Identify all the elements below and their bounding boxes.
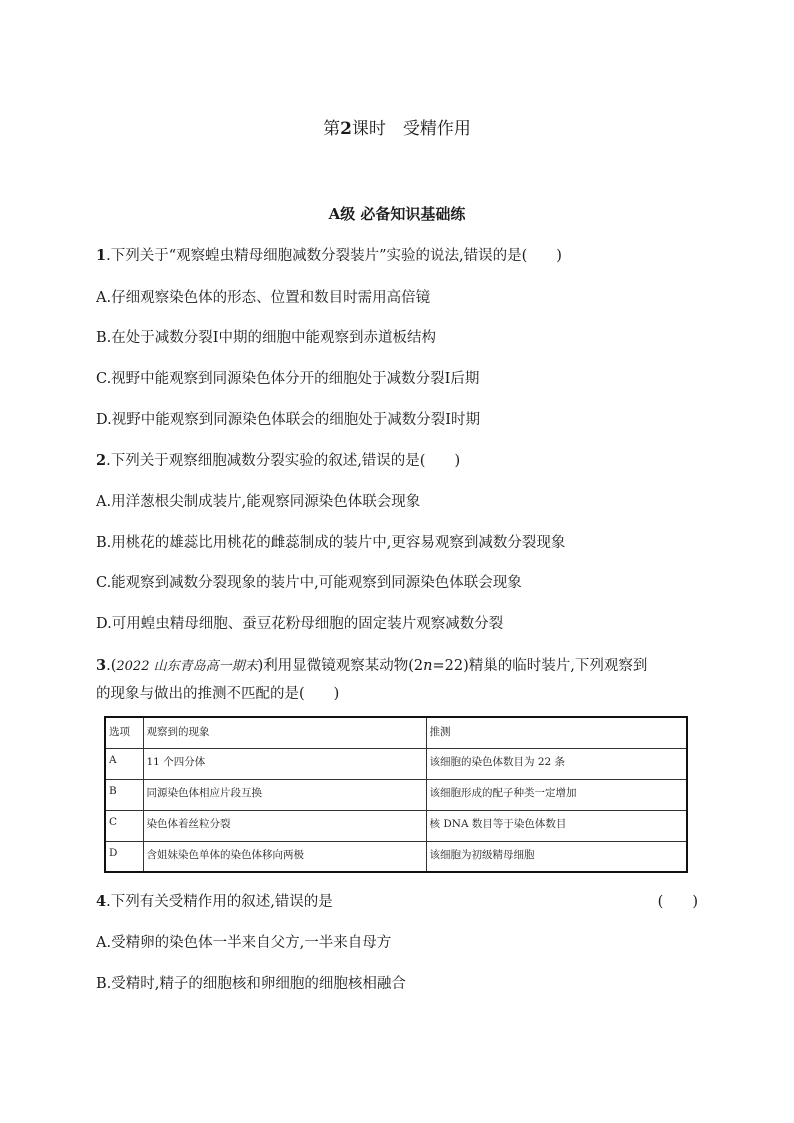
stem-part: =22)精巢的临时装片,下列观察到 — [432, 658, 648, 674]
table-cell: 核 DNA 数目等于染色体数目 — [426, 810, 687, 841]
question-number: 3 — [96, 657, 107, 674]
table-cell: D — [105, 841, 143, 872]
question-1-stem — [96, 244, 562, 265]
page-title — [0, 114, 794, 139]
question-3-table — [104, 716, 688, 873]
question-2-option-b: B.用桃花的雄蕊比用桃花的雌蕊制成的装片中,更容易观察到减数分裂现象 — [96, 535, 566, 551]
table-cell: 该细胞的染色体数目为 22 条 — [426, 748, 687, 779]
question-3-stem — [96, 654, 647, 675]
table-header-cell: 观察到的现象 — [143, 717, 426, 748]
table-cell: 11 个四分体 — [143, 748, 426, 779]
table-row — [105, 779, 687, 810]
question-number: 2 — [96, 452, 107, 469]
question-4-option-a: A.受精卵的染色体一半来自父方,一半来自母方 — [96, 935, 392, 951]
question-1-option-b: B.在处于减数分裂Ⅰ中期的细胞中能观察到赤道板结构 — [96, 330, 436, 346]
table-cell: C — [105, 810, 143, 841]
table-cell: 该细胞为初级精母细胞 — [426, 841, 687, 872]
question-source: 2022 山东青岛高一期末 — [116, 659, 258, 674]
question-1-option-d: D.视野中能观察到同源染色体联会的细胞处于减数分裂Ⅰ时期 — [96, 412, 480, 428]
table-cell: 同源染色体相应片段互换 — [143, 779, 426, 810]
stem-part: .( — [106, 658, 117, 674]
question-number: 4 — [96, 893, 107, 910]
question-2-option-c: C.能观察到减数分裂现象的装片中,可能观察到同源染色体联会现象 — [96, 575, 522, 591]
table-cell: 该细胞形成的配子种类一定增加 — [426, 779, 687, 810]
answer-parentheses: ( ) — [657, 894, 698, 910]
question-2-option-a: A.用洋葱根尖制成装片,能观察同源染色体联会现象 — [96, 494, 421, 510]
title-number: 2 — [340, 119, 352, 139]
title-text: 课时 受精作用 — [351, 119, 471, 139]
table-header-cell: 推测 — [426, 717, 687, 748]
question-text: .下列有关受精作用的叙述,错误的是 — [106, 894, 333, 910]
table-cell: 染色体着丝粒分裂 — [143, 810, 426, 841]
title-prefix: 第 — [323, 119, 341, 139]
question-1-option-a: A.仔细观察染色体的形态、位置和数目时需用高倍镜 — [96, 290, 431, 306]
table-header-row — [105, 717, 687, 748]
table-row — [105, 748, 687, 779]
question-2-option-d: D.可用蝗虫精母细胞、蚕豆花粉母细胞的固定装片观察减数分裂 — [96, 616, 504, 632]
question-text: .下列关于观察细胞减数分裂实验的叙述,错误的是( ) — [106, 453, 461, 469]
question-4-option-b: B.受精时,精子的细胞核和卵细胞的细胞核相融合 — [96, 976, 406, 992]
stem-part: )利用显微镜观察某动物(2 — [257, 658, 424, 674]
question-1-option-c: C.视野中能观察到同源染色体分开的细胞处于减数分裂Ⅰ后期 — [96, 371, 480, 387]
section-heading: A级 必备知识基础练 — [328, 205, 466, 223]
question-2-stem — [96, 449, 460, 470]
table-cell: 含姐妹染色单体的染色体移向两极 — [143, 841, 426, 872]
table-cell: B — [105, 779, 143, 810]
table-row — [105, 841, 687, 872]
question-3-stem-line2: 的现象与做出的推测不匹配的是( ) — [96, 686, 340, 702]
question-4-stem — [96, 890, 333, 911]
table-row — [105, 810, 687, 841]
table-header-cell: 选项 — [105, 717, 143, 748]
question-text: .下列关于“观察蝗虫精母细胞减数分裂装片”实验的说法,错误的是( ) — [106, 248, 562, 264]
question-number: 1 — [96, 247, 107, 264]
table-cell: A — [105, 748, 143, 779]
italic-n: n — [423, 658, 433, 674]
